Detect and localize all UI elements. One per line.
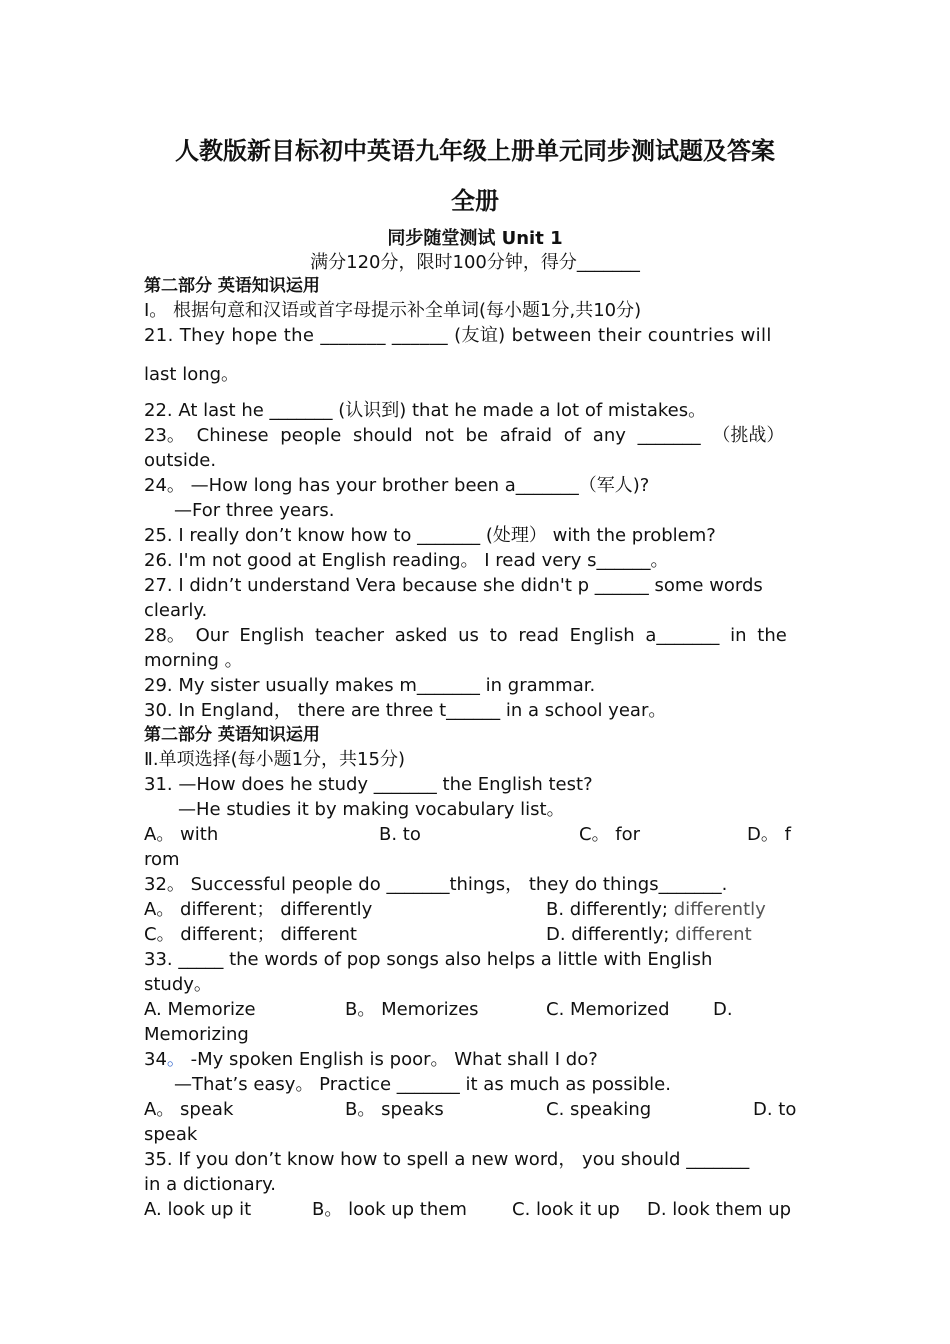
question-33-continued: study。 xyxy=(144,974,212,995)
option-b: B。 Memorizes xyxy=(345,999,479,1020)
option-c: C。 different； different xyxy=(144,924,357,945)
question-34-dot: 。 xyxy=(166,1049,185,1070)
question-31-options xyxy=(144,822,806,847)
option-d: D. to xyxy=(753,1099,797,1120)
document-page xyxy=(144,126,806,1222)
option-b-lead: B. differently; xyxy=(546,899,674,920)
question-29: 29. My sister usually makes m_______ in grammar. xyxy=(144,675,596,696)
question-32-options-row1 xyxy=(144,897,806,922)
question-31-reply: —He studies it by making vocabulary list。 xyxy=(178,799,565,820)
question-32: 32。 Successful people do _______things， they do things_______. xyxy=(144,874,728,895)
section-heading-part2: 第二部分 英语知识运用 xyxy=(144,276,320,296)
option-b: B。 speaks xyxy=(345,1099,444,1120)
question-28-continued: morning 。 xyxy=(144,650,243,671)
question-27-continued: clearly. xyxy=(144,600,208,621)
question-27: 27. I didn’t understand Vera because she didn't p ______ some words xyxy=(144,575,763,596)
option-b-tail: differently xyxy=(673,899,766,920)
question-34 xyxy=(144,1047,806,1072)
unit-title: 同步随堂测试 Unit 1 xyxy=(387,228,563,249)
question-24: 24。 —How long has your brother been a_______（军人)? xyxy=(144,475,650,496)
score-line: 满分120分，限时100分钟，得分_______ xyxy=(310,252,640,273)
question-32-options-row2 xyxy=(144,922,806,947)
option-a: A. Memorize xyxy=(144,999,256,1020)
question-34-reply: —That’s easy。 Practice _______ it as much as possible. xyxy=(174,1074,671,1095)
question-31-options-continued: rom xyxy=(144,849,180,870)
question-23: 23。 Chinese people should not be afraid of any _______ （挑战） xyxy=(144,425,785,446)
option-a: A。 speak xyxy=(144,1099,234,1120)
option-c: C. look it up xyxy=(512,1199,620,1220)
document-title-continued: 全册 xyxy=(451,186,499,215)
question-34-options xyxy=(144,1097,806,1122)
option-b: B. to xyxy=(379,824,421,845)
question-28: 28。 Our English teacher asked us to read English a_______ in the xyxy=(144,625,787,646)
section-instruction-II: Ⅱ.单项选择(每小题1分，共15分) xyxy=(144,749,405,770)
question-35-continued: in a dictionary. xyxy=(144,1174,276,1195)
option-d-tail: different xyxy=(675,924,752,945)
question-35-options xyxy=(144,1197,806,1222)
question-23-continued: outside. xyxy=(144,450,217,471)
question-24-reply: —For three years. xyxy=(174,500,335,521)
question-26: 26. I'm not good at English reading。 I read very s______。 xyxy=(144,550,669,571)
question-33-options-continued: Memorizing xyxy=(144,1024,249,1045)
question-21-continued: last long。 xyxy=(144,364,240,385)
option-d xyxy=(546,922,752,947)
section-heading-part2-repeat: 第二部分 英语知识运用 xyxy=(144,725,320,745)
question-35: 35. If you don’t know how to spell a new word， you should _______ xyxy=(144,1149,750,1170)
question-31: 31. —How does he study _______ the English test? xyxy=(144,774,593,795)
question-34-text: -My spoken English is poor。 What shall I do? xyxy=(184,1049,598,1070)
option-d-lead: D. differently; xyxy=(546,924,676,945)
question-22: 22. At last he _______ (认识到) that he made a lot of mistakes。 xyxy=(144,400,707,421)
option-d: D. look them up xyxy=(647,1199,792,1220)
option-a: A。 with xyxy=(144,824,219,845)
option-b: B。 look up them xyxy=(312,1199,467,1220)
question-34-number: 34 xyxy=(144,1049,167,1070)
question-33: 33. _____ the words of pop songs also helps a little with English xyxy=(144,949,713,970)
question-25: 25. I really don’t know how to _______ (处理） with the problem? xyxy=(144,525,716,546)
option-c: C. speaking xyxy=(546,1099,652,1120)
question-33-options xyxy=(144,997,806,1022)
question-30: 30. In England， there are three t______ in a school year。 xyxy=(144,700,667,721)
option-c: C. Memorized xyxy=(546,999,670,1020)
question-34-options-continued: speak xyxy=(144,1124,198,1145)
option-d: D。 f xyxy=(747,824,791,845)
option-a: A。 different； differently xyxy=(144,899,373,920)
option-a: A. look up it xyxy=(144,1199,252,1220)
document-title: 人教版新目标初中英语九年级上册单元同步测试题及答案 xyxy=(175,136,775,165)
option-b xyxy=(546,897,766,922)
question-21: 21. They hope the _______ ______ (友谊) between their countries will xyxy=(144,325,772,346)
section-instruction-I: Ⅰ。 根据句意和汉语或首字母提示补全单词(每小题1分,共10分) xyxy=(144,300,642,321)
option-c: C。 for xyxy=(579,824,641,845)
option-d: D. xyxy=(713,999,733,1020)
